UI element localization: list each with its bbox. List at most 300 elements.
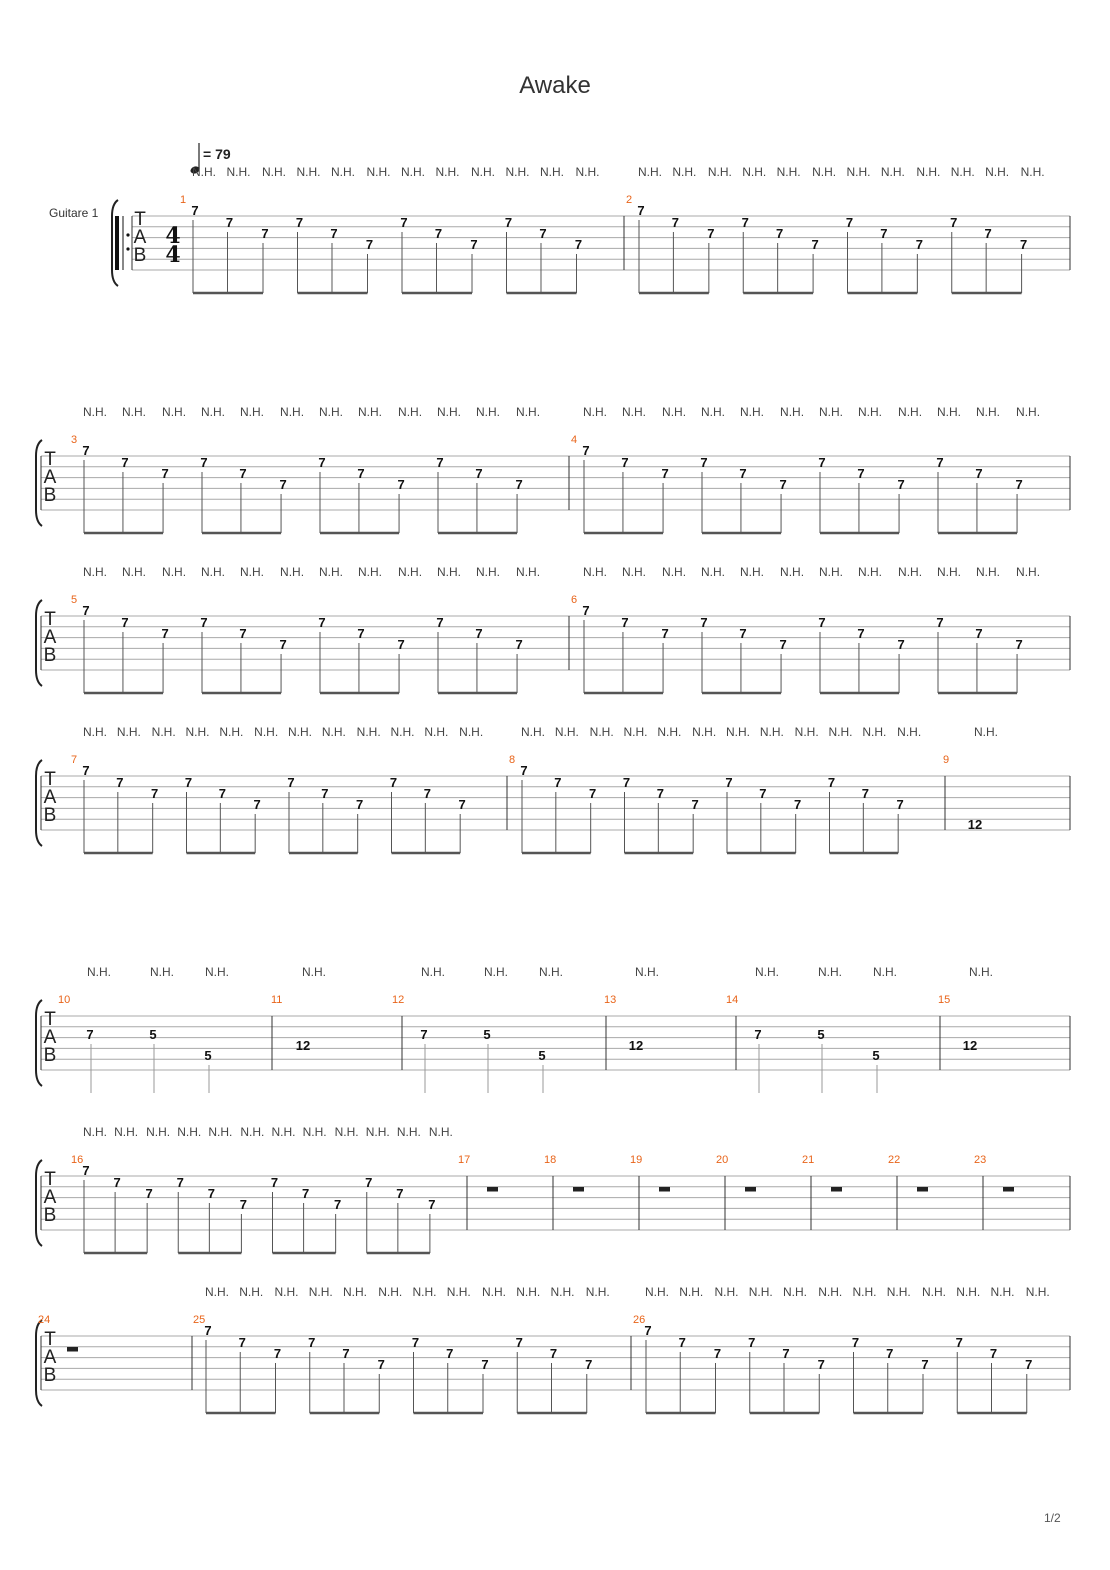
- natural-harmonic-label: N.H.: [435, 165, 460, 179]
- natural-harmonic-label: N.H.: [748, 1285, 773, 1299]
- fret-number: 7: [200, 455, 208, 470]
- natural-harmonic-label: N.H.: [151, 725, 176, 739]
- fret-number: 7: [207, 1186, 215, 1201]
- fret-number: 7: [707, 226, 715, 241]
- measure-number: 20: [716, 1154, 729, 1166]
- fret-number: 7: [725, 775, 733, 790]
- natural-harmonic-label: N.H.: [950, 165, 975, 179]
- fret-number: 7: [436, 615, 444, 630]
- fret-number: 7: [113, 1175, 121, 1190]
- fret-number: 7: [1015, 477, 1023, 492]
- fret-number: 7: [82, 763, 90, 778]
- natural-harmonic-label: N.H.: [205, 1285, 229, 1299]
- fret-number: 7: [342, 1346, 350, 1361]
- fret-number: 7: [520, 763, 528, 778]
- natural-harmonic-label: N.H.: [396, 1125, 421, 1139]
- fret-number: 7: [754, 1027, 762, 1042]
- natural-harmonic-label: N.H.: [975, 565, 1000, 579]
- fret-number: 7: [857, 626, 865, 641]
- natural-harmonic-label: N.H.: [121, 405, 146, 419]
- fret-number: 7: [239, 466, 247, 481]
- fret-number: 7: [218, 786, 226, 801]
- whole-rest-icon: [487, 1187, 498, 1192]
- fret-number: 7: [357, 626, 365, 641]
- fret-number: 5: [204, 1048, 212, 1063]
- fret-number: 7: [377, 1357, 385, 1372]
- natural-harmonic-label: N.H.: [990, 1285, 1015, 1299]
- fret-number: 7: [661, 466, 669, 481]
- fret-number: 12: [295, 1038, 311, 1053]
- natural-harmonic-label: N.H.: [319, 565, 343, 579]
- natural-harmonic-label: N.H.: [645, 1285, 669, 1299]
- natural-harmonic-label: N.H.: [898, 405, 923, 419]
- natural-harmonic-label: N.H.: [707, 165, 732, 179]
- fret-number: 7: [539, 226, 547, 241]
- fret-number: 7: [420, 1027, 428, 1042]
- fret-number: 7: [287, 775, 295, 790]
- natural-harmonic-label: N.H.: [428, 1125, 453, 1139]
- natural-harmonic-label: N.H.: [739, 565, 764, 579]
- natural-harmonic-label: N.H.: [308, 1285, 333, 1299]
- fret-number: 5: [538, 1048, 546, 1063]
- fret-number: 7: [827, 775, 836, 790]
- fret-number: 7: [475, 466, 483, 481]
- fret-number: 7: [896, 797, 904, 812]
- natural-harmonic-label: N.H.: [521, 725, 545, 739]
- natural-harmonic-label: N.H.: [296, 165, 321, 179]
- natural-harmonic-label: N.H.: [873, 965, 897, 979]
- natural-harmonic-label: N.H.: [342, 1285, 367, 1299]
- natural-harmonic-label: N.H.: [365, 1125, 390, 1139]
- fret-number: 7: [621, 615, 629, 630]
- fret-number: 7: [585, 1357, 593, 1372]
- fret-number: 7: [897, 637, 905, 652]
- fret-number: 7: [279, 637, 287, 652]
- natural-harmonic-label: N.H.: [421, 965, 445, 979]
- fret-number: 7: [861, 786, 869, 801]
- natural-harmonic-label: N.H.: [583, 565, 607, 579]
- natural-harmonic-label: N.H.: [1016, 405, 1041, 419]
- natural-harmonic-label: N.H.: [87, 965, 111, 979]
- natural-harmonic-label: N.H.: [898, 565, 923, 579]
- natural-harmonic-label: N.H.: [539, 165, 564, 179]
- fret-number: 7: [191, 203, 199, 218]
- fret-number: 7: [739, 466, 747, 481]
- fret-number: 7: [200, 615, 208, 630]
- natural-harmonic-label: N.H.: [356, 725, 381, 739]
- tab-clef-letter: B: [133, 245, 147, 266]
- natural-harmonic-label: N.H.: [956, 1285, 981, 1299]
- tab-clef-letter: B: [43, 645, 57, 666]
- natural-harmonic-label: N.H.: [321, 725, 346, 739]
- natural-harmonic-label: N.H.: [398, 405, 423, 419]
- fret-number: 7: [121, 455, 129, 470]
- fret-number: 7: [397, 477, 405, 492]
- fret-number: 7: [880, 226, 888, 241]
- measure-number: 7: [71, 754, 78, 766]
- tab-clef-letter: A: [133, 227, 147, 248]
- natural-harmonic-label: N.H.: [116, 725, 141, 739]
- natural-harmonic-label: N.H.: [274, 1285, 299, 1299]
- fret-number: 7: [818, 615, 826, 630]
- tab-clef-letter: T: [44, 1329, 56, 1350]
- natural-harmonic-label: N.H.: [150, 965, 174, 979]
- tab-clef-letter: T: [44, 1009, 56, 1030]
- natural-harmonic-label: N.H.: [897, 725, 922, 739]
- natural-harmonic-label: N.H.: [516, 1285, 541, 1299]
- natural-harmonic-label: N.H.: [357, 565, 382, 579]
- natural-harmonic-label: N.H.: [83, 405, 107, 419]
- natural-harmonic-label: N.H.: [398, 565, 423, 579]
- natural-harmonic-label: N.H.: [185, 725, 210, 739]
- fret-number: 7: [121, 615, 129, 630]
- fret-number: 7: [637, 203, 645, 218]
- tab-clef-letter: A: [43, 1187, 57, 1208]
- tab-clef-letter: B: [43, 1365, 57, 1386]
- natural-harmonic-label: N.H.: [401, 165, 425, 179]
- natural-harmonic-label: N.H.: [755, 965, 779, 979]
- natural-harmonic-label: N.H.: [162, 405, 187, 419]
- fret-number: 7: [515, 477, 523, 492]
- natural-harmonic-label: N.H.: [662, 565, 687, 579]
- fret-number: 7: [481, 1357, 489, 1372]
- fret-number: 12: [967, 817, 983, 832]
- fret-number: 7: [741, 215, 749, 230]
- fret-number: 7: [428, 1197, 436, 1212]
- natural-harmonic-label: N.H.: [192, 165, 216, 179]
- natural-harmonic-label: N.H.: [701, 405, 725, 419]
- fret-number: 5: [483, 1027, 491, 1042]
- fret-number: 7: [671, 215, 680, 230]
- natural-harmonic-label: N.H.: [516, 565, 541, 579]
- fret-number: 7: [161, 466, 169, 481]
- natural-harmonic-label: N.H.: [621, 565, 646, 579]
- natural-harmonic-label: N.H.: [886, 1285, 911, 1299]
- fret-number: 7: [818, 455, 826, 470]
- natural-harmonic-label: N.H.: [589, 725, 614, 739]
- measure-number: 6: [571, 594, 578, 606]
- measure-number: 5: [71, 594, 78, 606]
- natural-harmonic-label: N.H.: [412, 1285, 437, 1299]
- fret-number: 7: [582, 603, 590, 618]
- natural-harmonic-label: N.H.: [366, 165, 391, 179]
- measure-number: 25: [193, 1314, 206, 1326]
- tempo-marking: = 79: [203, 146, 231, 162]
- natural-harmonic-label: N.H.: [83, 1125, 107, 1139]
- fret-number: 7: [678, 1335, 686, 1350]
- natural-harmonic-label: N.H.: [302, 1125, 327, 1139]
- natural-harmonic-label: N.H.: [985, 165, 1010, 179]
- fret-number: 7: [308, 1335, 316, 1350]
- fret-number: 7: [176, 1175, 184, 1190]
- fret-number: 7: [270, 1175, 279, 1190]
- fret-number: 7: [817, 1357, 825, 1372]
- fret-number: 7: [330, 226, 338, 241]
- measure-number: 17: [458, 1154, 471, 1166]
- tab-clef-letter: B: [43, 1045, 57, 1066]
- fret-number: 7: [184, 775, 193, 790]
- natural-harmonic-label: N.H.: [121, 565, 146, 579]
- repeat-dot: [126, 247, 129, 250]
- natural-harmonic-label: N.H.: [162, 565, 187, 579]
- fret-number: 7: [915, 237, 923, 252]
- tab-clef-letter: A: [43, 627, 57, 648]
- natural-harmonic-label: N.H.: [254, 725, 279, 739]
- natural-harmonic-label: N.H.: [782, 1285, 807, 1299]
- whole-rest-icon: [745, 1187, 756, 1192]
- fret-number: 7: [748, 1335, 756, 1350]
- fret-number: 7: [574, 237, 583, 252]
- natural-harmonic-label: N.H.: [975, 405, 1000, 419]
- measure-number: 23: [974, 1154, 987, 1166]
- natural-harmonic-label: N.H.: [239, 565, 264, 579]
- natural-harmonic-label: N.H.: [201, 565, 225, 579]
- natural-harmonic-label: N.H.: [424, 725, 449, 739]
- measure-number: 21: [802, 1154, 815, 1166]
- natural-harmonic-label: N.H.: [446, 1285, 471, 1299]
- fret-number: 5: [149, 1027, 157, 1042]
- measure-number: 22: [888, 1154, 901, 1166]
- measure-number: 13: [604, 994, 617, 1006]
- fret-number: 7: [857, 466, 865, 481]
- natural-harmonic-label: N.H.: [516, 405, 541, 419]
- natural-harmonic-label: N.H.: [219, 725, 244, 739]
- natural-harmonic-label: N.H.: [857, 405, 882, 419]
- measure-number: 2: [626, 194, 633, 206]
- natural-harmonic-label: N.H.: [916, 165, 941, 179]
- natural-harmonic-label: N.H.: [319, 405, 343, 419]
- whole-rest-icon: [659, 1187, 670, 1192]
- fret-number: 7: [984, 226, 992, 241]
- natural-harmonic-label: N.H.: [201, 405, 225, 419]
- fret-number: 7: [434, 226, 443, 241]
- whole-rest-icon: [831, 1187, 842, 1192]
- fret-number: 7: [700, 455, 708, 470]
- natural-harmonic-label: N.H.: [280, 565, 305, 579]
- natural-harmonic-label: N.H.: [739, 405, 764, 419]
- fret-number: 7: [295, 215, 304, 230]
- fret-number: 7: [589, 786, 597, 801]
- tab-clef-letter: T: [44, 769, 56, 790]
- tab-clef-letter: A: [43, 467, 57, 488]
- fret-number: 7: [1015, 637, 1023, 652]
- fret-number: 7: [321, 786, 329, 801]
- natural-harmonic-label: N.H.: [828, 725, 853, 739]
- fret-number: 7: [334, 1197, 342, 1212]
- fret-number: 7: [400, 215, 408, 230]
- natural-harmonic-label: N.H.: [780, 405, 805, 419]
- fret-number: 7: [475, 626, 483, 641]
- natural-harmonic-label: N.H.: [390, 725, 415, 739]
- instrument-label: Guitare 1: [49, 206, 99, 220]
- natural-harmonic-label: N.H.: [692, 725, 717, 739]
- natural-harmonic-label: N.H.: [575, 165, 600, 179]
- natural-harmonic-label: N.H.: [239, 1285, 264, 1299]
- fret-number: 7: [397, 637, 405, 652]
- natural-harmonic-label: N.H.: [969, 965, 993, 979]
- natural-harmonic-label: N.H.: [726, 725, 750, 739]
- fret-number: 7: [700, 615, 708, 630]
- tab-clef-letter: B: [43, 1205, 57, 1226]
- natural-harmonic-label: N.H.: [262, 165, 287, 179]
- natural-harmonic-label: N.H.: [846, 165, 871, 179]
- natural-harmonic-label: N.H.: [83, 725, 107, 739]
- fret-number: 7: [365, 1175, 373, 1190]
- tab-clef-letter: T: [44, 1169, 56, 1190]
- measure-number: 10: [58, 994, 71, 1006]
- time-signature-denominator: 4: [165, 242, 181, 268]
- natural-harmonic-label: N.H.: [812, 165, 837, 179]
- fret-number: 7: [739, 626, 747, 641]
- natural-harmonic-label: N.H.: [475, 565, 500, 579]
- fret-number: 7: [621, 455, 629, 470]
- fret-number: 7: [845, 215, 854, 230]
- measure-number: 24: [38, 1314, 51, 1326]
- fret-number: 7: [301, 1186, 310, 1201]
- fret-number: 7: [622, 775, 631, 790]
- fret-number: 7: [470, 237, 478, 252]
- fret-number: 7: [82, 443, 90, 458]
- fret-number: 7: [1019, 237, 1028, 252]
- tab-clef-letter: T: [44, 609, 56, 630]
- natural-harmonic-label: N.H.: [937, 405, 961, 419]
- tab-clef-letter: B: [43, 485, 57, 506]
- fret-number: 7: [161, 626, 169, 641]
- song-title: Awake: [519, 72, 591, 99]
- natural-harmonic-label: N.H.: [974, 725, 998, 739]
- fret-number: 7: [975, 626, 983, 641]
- repeat-dot: [126, 233, 129, 236]
- fret-number: 7: [436, 455, 444, 470]
- fret-number: 7: [396, 1186, 404, 1201]
- tab-clef-letter: T: [44, 449, 56, 470]
- measure-number: 3: [71, 434, 78, 446]
- measure-number: 4: [571, 434, 578, 446]
- fret-number: 7: [656, 786, 664, 801]
- page-number: 1/2: [1044, 1511, 1061, 1525]
- whole-rest-icon: [67, 1347, 78, 1352]
- fret-number: 7: [279, 477, 287, 492]
- fret-number: 7: [515, 1335, 523, 1350]
- measure-number: 9: [943, 754, 950, 766]
- fret-number: 7: [936, 455, 944, 470]
- fret-number: 7: [411, 1335, 420, 1350]
- natural-harmonic-label: N.H.: [672, 165, 697, 179]
- fret-number: 7: [145, 1186, 153, 1201]
- natural-harmonic-label: N.H.: [437, 565, 461, 579]
- fret-number: 7: [936, 615, 944, 630]
- measure-number: 8: [509, 754, 516, 766]
- fret-number: 5: [872, 1048, 880, 1063]
- natural-harmonic-label: N.H.: [862, 725, 887, 739]
- natural-harmonic-label: N.H.: [776, 165, 801, 179]
- fret-number: 7: [239, 626, 247, 641]
- natural-harmonic-label: N.H.: [554, 725, 579, 739]
- natural-harmonic-label: N.H.: [621, 405, 646, 419]
- fret-number: 7: [897, 477, 905, 492]
- fret-number: 7: [446, 1346, 454, 1361]
- natural-harmonic-label: N.H.: [880, 165, 905, 179]
- natural-harmonic-label: N.H.: [714, 1285, 739, 1299]
- fret-number: 7: [644, 1323, 652, 1338]
- fret-number: 7: [554, 775, 562, 790]
- fret-number: 7: [582, 443, 590, 458]
- tab-clef-letter: B: [43, 805, 57, 826]
- fret-number: 7: [504, 215, 513, 230]
- natural-harmonic-label: N.H.: [83, 565, 107, 579]
- fret-number: 12: [962, 1038, 978, 1053]
- natural-harmonic-label: N.H.: [114, 1125, 139, 1139]
- fret-number: 7: [82, 1163, 90, 1178]
- fret-number: 7: [713, 1346, 722, 1361]
- natural-harmonic-label: N.H.: [239, 405, 264, 419]
- measure-number: 15: [938, 994, 951, 1006]
- natural-harmonic-label: N.H.: [819, 565, 843, 579]
- measure-number: 26: [633, 1314, 646, 1326]
- tab-clef-letter: T: [134, 209, 146, 230]
- fret-number: 7: [273, 1346, 282, 1361]
- measure-number: 14: [726, 994, 739, 1006]
- fret-number: 7: [782, 1346, 790, 1361]
- natural-harmonic-label: N.H.: [585, 1285, 610, 1299]
- fret-number: 7: [423, 786, 431, 801]
- natural-harmonic-label: N.H.: [662, 405, 687, 419]
- fret-number: 7: [851, 1335, 860, 1350]
- fret-number: 7: [691, 797, 699, 812]
- fret-number: 7: [204, 1323, 212, 1338]
- natural-harmonic-label: N.H.: [922, 1285, 947, 1299]
- fret-number: 7: [950, 215, 958, 230]
- natural-harmonic-label: N.H.: [852, 1285, 877, 1299]
- natural-harmonic-label: N.H.: [357, 405, 382, 419]
- natural-harmonic-label: N.H.: [482, 1285, 507, 1299]
- fret-number: 7: [261, 226, 269, 241]
- natural-harmonic-label: N.H.: [657, 725, 682, 739]
- natural-harmonic-label: N.H.: [818, 965, 842, 979]
- measure-number: 18: [544, 1154, 557, 1166]
- natural-harmonic-label: N.H.: [334, 1125, 359, 1139]
- natural-harmonic-label: N.H.: [505, 165, 530, 179]
- whole-rest-icon: [917, 1187, 928, 1192]
- natural-harmonic-label: N.H.: [1020, 165, 1045, 179]
- natural-harmonic-label: N.H.: [471, 165, 496, 179]
- fret-number: 7: [151, 786, 159, 801]
- natural-harmonic-label: N.H.: [623, 725, 648, 739]
- natural-harmonic-label: N.H.: [701, 565, 725, 579]
- fret-number: 7: [365, 237, 374, 252]
- natural-harmonic-label: N.H.: [226, 165, 251, 179]
- fret-number: 7: [458, 797, 466, 812]
- natural-harmonic-label: N.H.: [794, 725, 819, 739]
- fret-number: 7: [955, 1335, 963, 1350]
- fret-number: 7: [356, 797, 364, 812]
- fret-number: 7: [238, 1335, 246, 1350]
- natural-harmonic-label: N.H.: [550, 1285, 575, 1299]
- fret-number: 7: [661, 626, 669, 641]
- tab-clef-letter: A: [43, 1027, 57, 1048]
- natural-harmonic-label: N.H.: [208, 1125, 233, 1139]
- natural-harmonic-label: N.H.: [780, 565, 805, 579]
- natural-harmonic-label: N.H.: [146, 1125, 171, 1139]
- fret-number: 5: [817, 1027, 825, 1042]
- fret-number: 7: [253, 797, 261, 812]
- natural-harmonic-label: N.H.: [638, 165, 662, 179]
- natural-harmonic-label: N.H.: [288, 725, 312, 739]
- fret-number: 7: [794, 797, 802, 812]
- fret-number: 7: [886, 1346, 894, 1361]
- time-signature-numerator: 4: [165, 223, 181, 249]
- fret-number: 12: [628, 1038, 644, 1053]
